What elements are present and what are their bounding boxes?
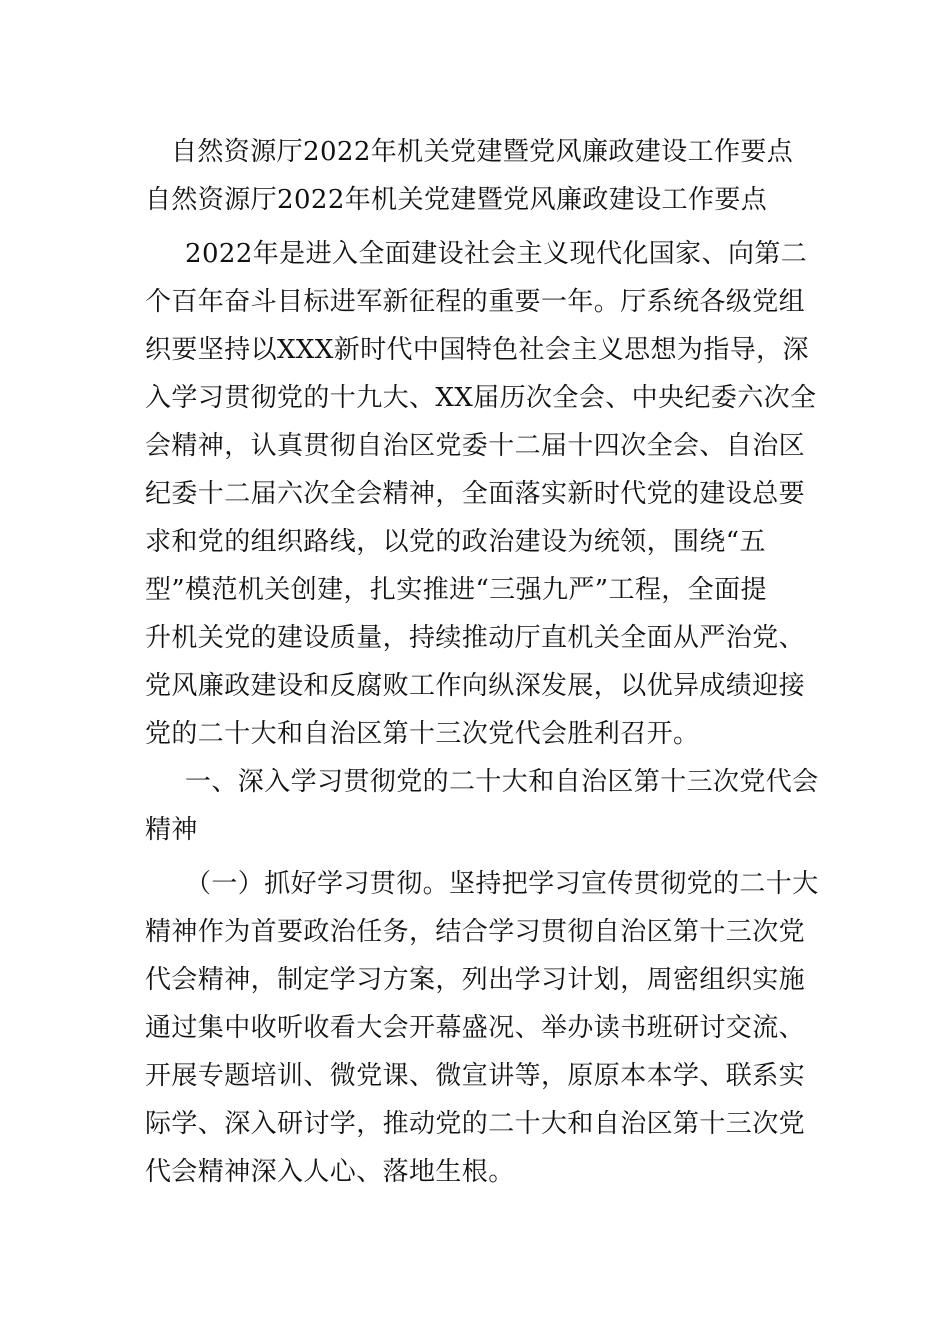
subsection-line: （一）抓好学习贯彻。坚持把学习宣传贯彻党的二十大 — [185, 869, 819, 899]
intro-paragraph — [145, 230, 817, 758]
intro-line: 升机关党的建设质量，持续推动厅直机关全面从严治党、 — [145, 623, 806, 653]
intro-line: 党风廉政建设和反腐败工作向纵深发展，以优异成绩迎接 — [145, 671, 806, 701]
subsection-line: 通过集中收听收看大会开幕盛况、举办读书班研讨交流、 — [145, 1013, 806, 1043]
subsection-line: 代会精神深入人心、落地生根。 — [145, 1157, 515, 1187]
intro-line: 2022年是进入全面建设社会主义现代化国家、向第二 — [185, 239, 808, 269]
intro-line: 纪委十二届六次全会精神，全面落实新时代党的建设总要 — [145, 479, 806, 509]
intro-line: 型”模范机关创建，扎实推进“三强九严”工程，全面提 — [145, 575, 767, 605]
subsection-line: 代会精神，制定学习方案，列出学习计划，周密组织实施 — [145, 965, 806, 995]
section-heading-line: 一、深入学习贯彻党的二十大和自治区第十三次党代会 — [185, 767, 819, 797]
intro-line: 个百年奋斗目标进军新征程的重要一年。厅系统各级党组 — [145, 287, 806, 317]
subsection-line: 际学、深入研讨学，推动党的二十大和自治区第十三次党 — [145, 1109, 806, 1139]
subsection-paragraph — [145, 860, 819, 1196]
section-heading-line: 精神 — [145, 815, 198, 845]
intro-line: 会精神，认真贯彻自治区党委十二届十四次全会、自治区 — [145, 431, 806, 461]
subsection-line: 精神作为首要政治任务，结合学习贯彻自治区第十三次党 — [145, 917, 806, 947]
intro-line: 入学习贯彻党的十九大、XX届历次全会、中央纪委六次全 — [145, 383, 817, 413]
intro-line: 织要坚持以XXX新时代中国特色社会主义思想为指导，深 — [145, 335, 809, 365]
section-heading — [145, 758, 819, 854]
document-title-line-2: 自然资源厅2022年机关党建暨党风廉政建设工作要点 — [145, 185, 768, 215]
intro-line: 求和党的组织路线，以党的政治建设为统领，围绕“五 — [145, 527, 766, 557]
document-title-line-1: 自然资源厅2022年机关党建暨党风廉政建设工作要点 — [171, 137, 794, 167]
document-body — [145, 128, 819, 1196]
subsection-line: 开展专题培训、微党课、微宣讲等，原原本本学、联系实 — [145, 1061, 806, 1091]
intro-line: 党的二十大和自治区第十三次党代会胜利召开。 — [145, 719, 700, 749]
